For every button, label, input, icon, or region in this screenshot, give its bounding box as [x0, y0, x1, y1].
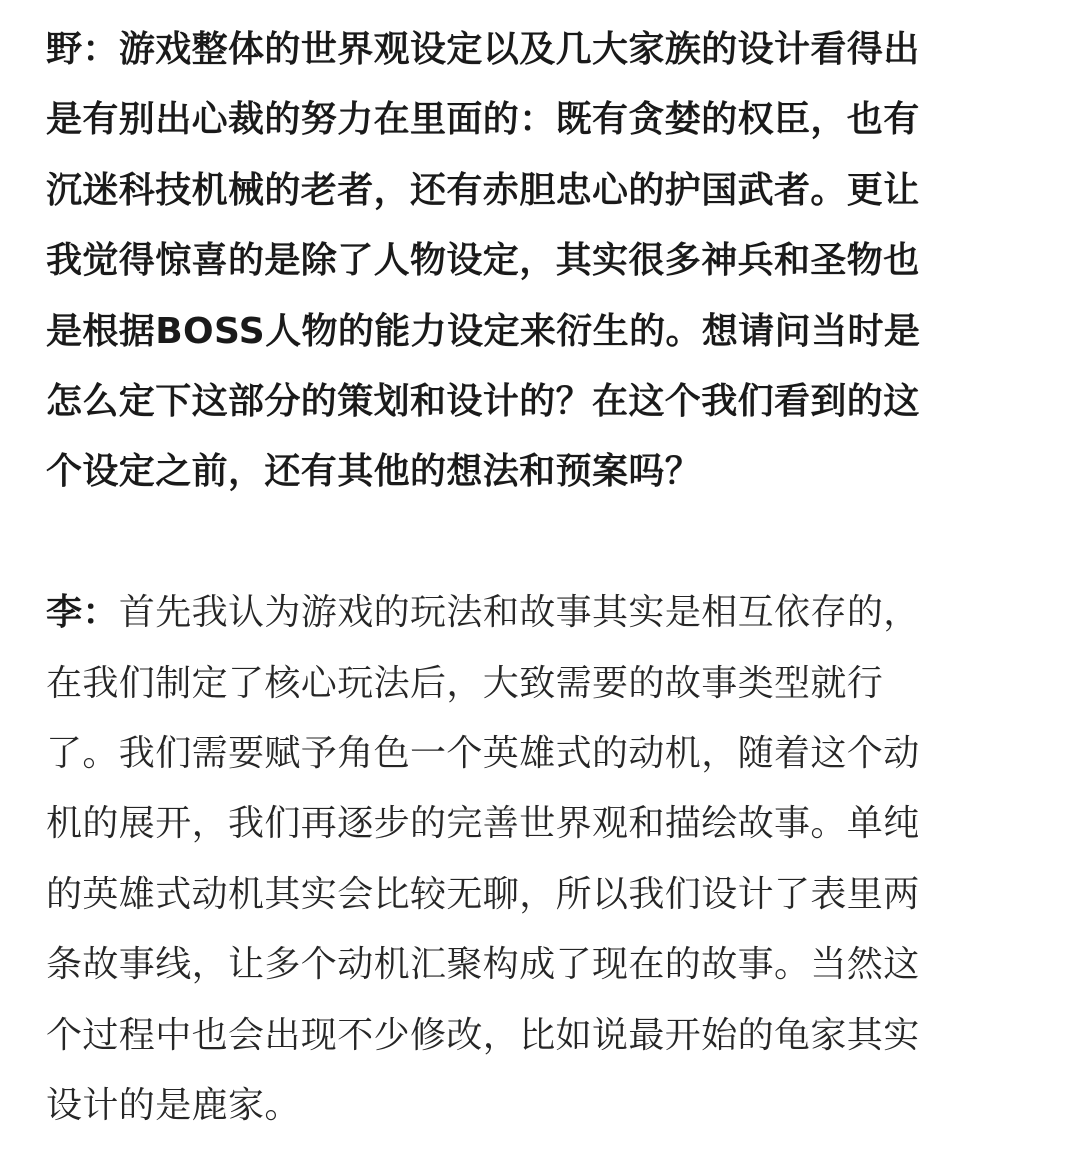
interview-question — [46, 15, 1036, 508]
answer-line: 的英雄式动机其实会比较无聊，所以我们设计了表里两 — [46, 873, 920, 915]
answer-line: 设计的是鹿家。 — [46, 1085, 301, 1127]
interview-answer — [46, 578, 1036, 1141]
question-line: 怎么定下这部分的策划和设计的？在这个我们看到的这 — [46, 381, 920, 423]
question-line — [46, 15, 1036, 85]
speaker-label: 野： — [46, 29, 119, 70]
answer-line: 在我们制定了核心玩法后，大致需要的故事类型就行 — [46, 662, 884, 704]
answer-text: 首先我认为游戏的玩法和故事其实是相互依存的， — [118, 592, 920, 634]
answer-line: 了。我们需要赋予角色一个英雄式的动机，随着这个动 — [46, 733, 920, 775]
question-text: 游戏整体的世界观设定以及几大家族的设计看得出 — [118, 29, 920, 70]
question-line: 是有别出心裁的努力在里面的：既有贪婪的权臣，也有 — [46, 99, 920, 141]
answer-line: 个过程中也会出现不少修改，比如说最开始的龟家其实 — [46, 1014, 920, 1056]
speaker-label: 李： — [46, 592, 119, 634]
question-line: 我觉得惊喜的是除了人物设定，其实很多神兵和圣物也 — [46, 240, 920, 282]
article-body — [46, 15, 1036, 1141]
question-line: 沉迷科技机械的老者，还有赤胆忠心的护国武者。更让 — [46, 169, 920, 211]
answer-line: 机的展开，我们再逐步的完善世界观和描绘故事。单纯 — [46, 803, 920, 845]
answer-line: 条故事线，让多个动机汇聚构成了现在的故事。当然这 — [46, 944, 920, 986]
answer-line — [46, 578, 1036, 648]
question-line: 是根据BOSS人物的能力设定来衍生的。想请问当时是 — [46, 310, 921, 352]
question-line: 个设定之前，还有其他的想法和预案吗？ — [46, 451, 702, 493]
